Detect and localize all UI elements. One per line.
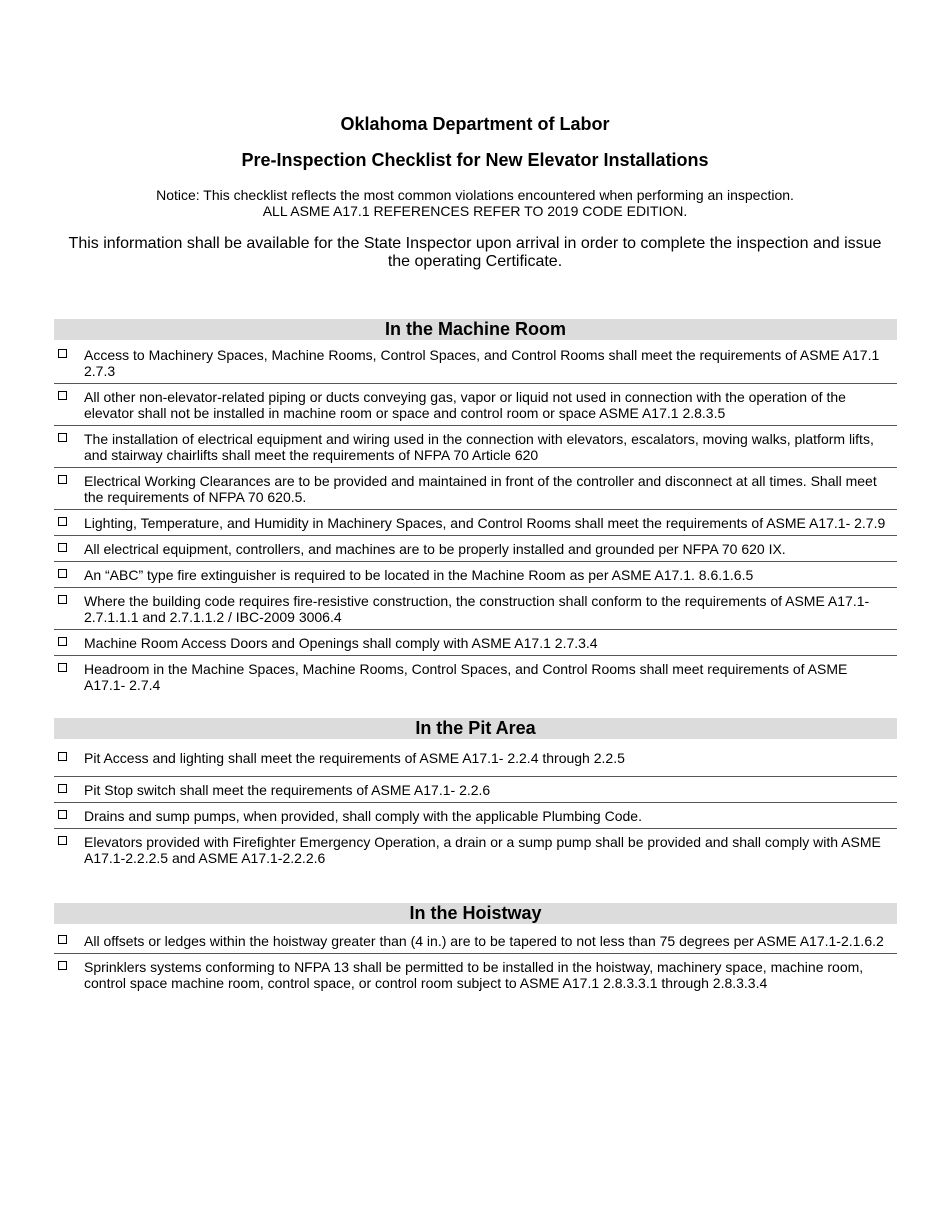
checkbox[interactable] <box>58 433 67 442</box>
notice-line-2: ALL ASME A17.1 REFERENCES REFER TO 2019 CODE EDITION. <box>262 203 688 219</box>
checklist-item <box>54 384 897 426</box>
item-text: Drains and sump pumps, when provided, shall comply with the applicable Plumbing Code. <box>84 808 642 824</box>
checkbox[interactable] <box>58 543 67 552</box>
checklist-item <box>54 562 897 588</box>
checkbox[interactable] <box>58 663 67 672</box>
checklist-item <box>54 829 897 870</box>
item-text: Headroom in the Machine Spaces, Machine Rooms, Control Spaces, and Control Rooms shall meet requirements of ASME A17.1- 2.7.4 <box>84 661 848 693</box>
checklist-item <box>54 954 897 995</box>
checkbox[interactable] <box>58 836 67 845</box>
section-header-hoistway: In the Hoistway <box>54 903 897 924</box>
checklist-item <box>54 510 897 536</box>
item-text: All electrical equipment, controllers, and machines are to be properly installed and grounded per NFPA 70 620 IX. <box>84 541 786 557</box>
checklist-item <box>54 468 897 510</box>
checkbox[interactable] <box>58 961 67 970</box>
item-text: Lighting, Temperature, and Humidity in Machinery Spaces, and Control Rooms shall meet the requirements of ASME A17.1- 2.7.9 <box>84 515 886 531</box>
checkbox[interactable] <box>58 595 67 604</box>
checklist-item <box>54 630 897 656</box>
item-text: The installation of electrical equipment and wiring used in the connection with elevators, escalators, moving walks, platform lifts, and stairway chairlifts shall meet the requirements of NFPA 70 Article 620 <box>84 431 874 463</box>
checklist-hoistway <box>54 928 897 995</box>
checklist-item <box>54 342 897 384</box>
notice-line-1: Notice: This checklist reflects the most common violations encountered when performing an inspection. <box>156 187 794 203</box>
item-text: Machine Room Access Doors and Openings shall comply with ASME A17.1 2.7.3.4 <box>84 635 598 651</box>
checkbox[interactable] <box>58 784 67 793</box>
checklist-machine-room <box>54 342 897 697</box>
item-text: Where the building code requires fire-resistive construction, the construction shall conform to the requirements of ASME A17.1- 2.7.1.1.1 and 2.7.1.1.2 / IBC-2009 3006.4 <box>84 593 870 625</box>
checkbox[interactable] <box>58 637 67 646</box>
checkbox[interactable] <box>58 752 67 761</box>
item-text: Access to Machinery Spaces, Machine Rooms, Control Spaces, and Control Rooms shall meet the requirements of ASME A17.1 2.7.3 <box>84 347 880 379</box>
organization-title: Oklahoma Department of Labor <box>340 114 610 134</box>
checkbox[interactable] <box>58 391 67 400</box>
item-text: Pit Stop switch shall meet the requirements of ASME A17.1- 2.2.6 <box>84 782 491 798</box>
checkbox[interactable] <box>58 517 67 526</box>
item-text: An “ABC” type fire extinguisher is required to be located in the Machine Room as per ASME A17.1. 8.6.1.6.5 <box>84 567 754 583</box>
checklist-item <box>54 588 897 630</box>
checklist-item <box>54 742 897 777</box>
item-text: Electrical Working Clearances are to be provided and maintained in front of the controller and disconnect at all times. Shall meet the requirements of NFPA 70 620.5. <box>84 473 877 505</box>
item-text: All offsets or ledges within the hoistway greater than (4 in.) are to be tapered to not less than 75 degrees per ASME A17.1-2.1.6.2 <box>84 933 884 949</box>
checklist-item <box>54 536 897 562</box>
availability-note: This information shall be available for the State Inspector upon arrival in order to complete the inspection and issue the operating Certificate. <box>68 235 882 270</box>
checkbox[interactable] <box>58 935 67 944</box>
checklist-item <box>54 803 897 829</box>
item-text: Elevators provided with Firefighter Emergency Operation, a drain or a sump pump shall be provided and shall comply with ASME A17.1-2.2.2.5 and ASME A17.1-2.2.2.6 <box>84 834 881 866</box>
checkbox[interactable] <box>58 349 67 358</box>
item-text: All other non-elevator-related piping or ducts conveying gas, vapor or liquid not used in connection with the operation of the elevator shall not be installed in machine room or space and control room or space ASME A17.1 2.8.3.5 <box>84 389 846 421</box>
checkbox[interactable] <box>58 810 67 819</box>
checkbox[interactable] <box>58 569 67 578</box>
document-title: Pre-Inspection Checklist for New Elevator Installations <box>241 150 709 170</box>
section-header-pit-area: In the Pit Area <box>54 718 897 739</box>
notice <box>0 187 950 219</box>
checklist-pit-area <box>54 742 897 870</box>
section-header-machine-room: In the Machine Room <box>54 319 897 340</box>
checklist-item <box>54 777 897 803</box>
checklist-item <box>54 656 897 697</box>
checklist-item <box>54 928 897 954</box>
checklist-item <box>54 426 897 468</box>
checkbox[interactable] <box>58 475 67 484</box>
item-text: Sprinklers systems conforming to NFPA 13 shall be permitted to be installed in the hoistway, machinery space, machine room, control space machine room, control space, or control room subject to ASME A17.1 2.8.3.3.1 through 2.8.3.3.4 <box>84 959 864 991</box>
item-text: Pit Access and lighting shall meet the requirements of ASME A17.1- 2.2.4 through 2.2.5 <box>84 750 625 766</box>
